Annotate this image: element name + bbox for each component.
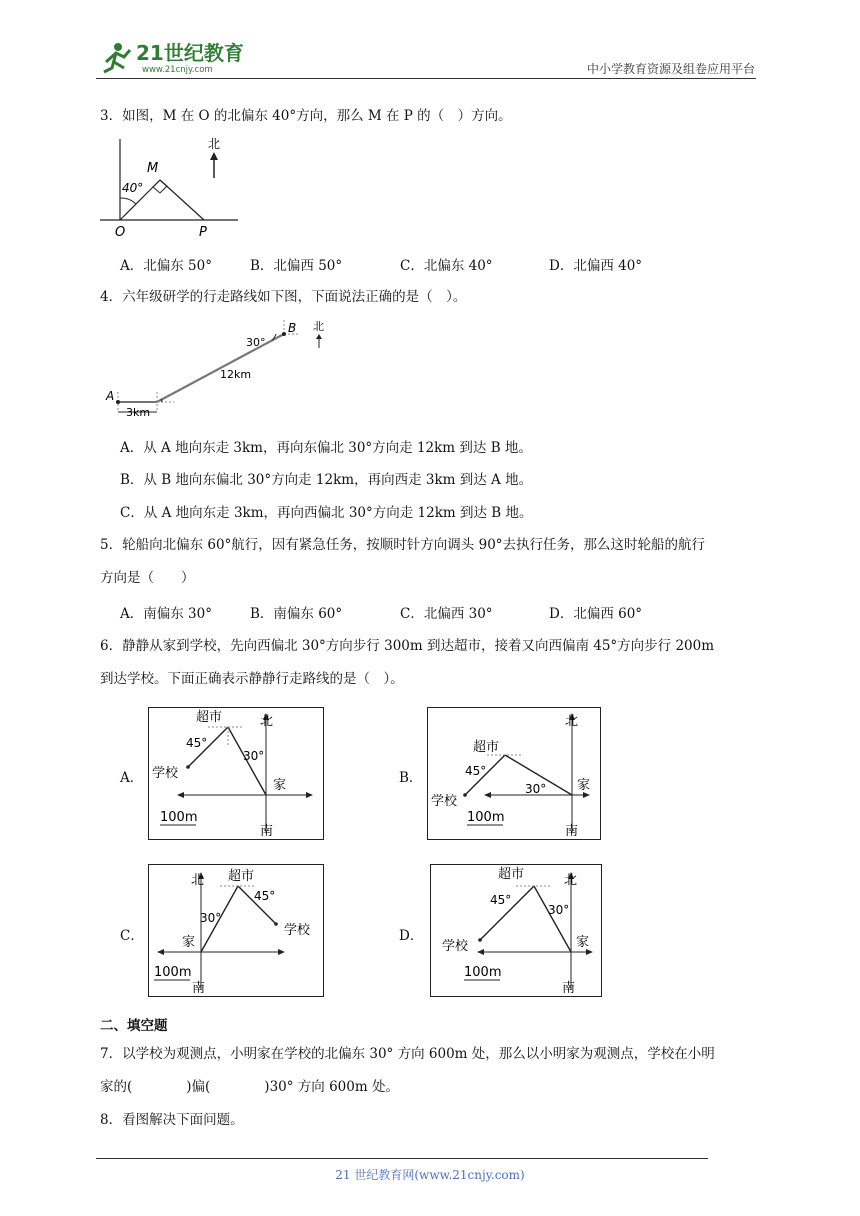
q6-option-d: D． (399, 928, 424, 944)
q5-option-c: C．北偏西 30° (400, 606, 493, 622)
q6-figure-c (148, 864, 324, 997)
q7-line1: 7．以学校为观测点，小明家在学校的北偏东 30° 方向 600m 处，那么以小明家为观测点，学校在小明 (100, 1046, 715, 1062)
logo (96, 38, 256, 78)
q6-figure-a (148, 707, 324, 840)
footer-divider (96, 1158, 708, 1159)
svg-text:100m: 100m (154, 965, 192, 980)
q5-option-a: A．南偏东 30° (120, 606, 212, 622)
q6-stem-line1: 6．静静从家到学校，先向西偏北 30°方向步行 300m 到达超市，接着又向西偏南 45°方向步行 200m (100, 638, 715, 654)
svg-text:45°: 45° (490, 893, 512, 907)
q6-figure-b (427, 707, 601, 840)
q8-stem: 8．看图解决下面问题。 (100, 1112, 244, 1128)
q4-distance-12km: 12km (220, 368, 252, 381)
svg-text:北: 北 (564, 873, 578, 888)
svg-text:30°: 30° (200, 911, 222, 925)
q6-figure-d (430, 864, 602, 997)
svg-text:100m: 100m (160, 810, 198, 825)
q4-option-a: A．从 A 地向东走 3km，再向东偏北 30°方向走 12km 到达 B 地。 (120, 440, 532, 456)
header-tagline: 中小学教育资源及组卷应用平台 (586, 62, 755, 76)
svg-text:100m: 100m (467, 810, 505, 825)
svg-text:学校: 学校 (442, 939, 469, 954)
svg-text:北: 北 (565, 714, 579, 729)
svg-text:100m: 100m (464, 965, 502, 980)
svg-text:家: 家 (576, 935, 590, 950)
header-divider (96, 78, 756, 79)
svg-text:南: 南 (565, 824, 579, 839)
q3-north: 北 (208, 137, 221, 151)
q5-stem-line2: 方向是（ ） (100, 570, 195, 586)
svg-text:30°: 30° (525, 782, 547, 796)
q4-option-b: B．从 B 地向东偏北 30°方向走 12km，再向西走 3km 到达 A 地。 (120, 472, 533, 488)
q6-stem-line2: 到达学校。下面正确表示静静行走路线的是（ ）。 (100, 671, 404, 687)
svg-text:30°: 30° (548, 903, 570, 917)
q5-stem-line1: 5．轮船向北偏东 60°航行，因有紧急任务，按顺时针方向调头 90°去执行任务，那么这时轮船的航行 (100, 537, 706, 553)
q6-option-c: C． (120, 928, 144, 944)
q4-angle: 30° (246, 336, 266, 349)
footer-text: 21 世纪教育网(www.21cnjy.com) (335, 1168, 525, 1182)
q4-north: 北 (313, 320, 324, 333)
svg-text:45°: 45° (465, 764, 487, 778)
q6-option-b: B． (399, 770, 423, 786)
q3-option-a: A．北偏东 50° (120, 258, 212, 274)
q4-option-c: C．从 A 地向东走 3km，再向西偏北 30°方向走 12km 到达 B 地。 (120, 505, 533, 521)
svg-text:南: 南 (260, 824, 274, 839)
q3-label-o: O (115, 225, 126, 240)
q5-option-d: D．北偏西 60° (549, 606, 643, 622)
svg-text:超市: 超市 (473, 740, 500, 755)
svg-text:超市: 超市 (498, 867, 525, 882)
svg-text:超市: 超市 (228, 869, 255, 884)
svg-text:北: 北 (260, 714, 274, 729)
svg-text:学校: 学校 (152, 766, 179, 781)
svg-text:45°: 45° (186, 736, 208, 750)
svg-text:学校: 学校 (284, 923, 311, 938)
q3-stem: 3．如图，M 在 O 的北偏东 40°方向，那么 M 在 P 的（ ）方向。 (100, 108, 512, 124)
logo-main: 21世纪教育 (136, 41, 244, 65)
section-title-fill-blank: 二、填空题 (100, 1018, 168, 1034)
svg-text:北: 北 (191, 873, 205, 888)
svg-text:南: 南 (192, 981, 206, 996)
logo-sub: www.21cnjy.com (142, 65, 213, 75)
q4-figure (100, 316, 340, 424)
svg-text:南: 南 (562, 981, 576, 996)
q4-stem: 4．六年级研学的行走路线如下图，下面说法正确的是（ ）。 (100, 289, 467, 305)
svg-text:家: 家 (273, 778, 287, 793)
svg-text:30°: 30° (243, 749, 265, 763)
svg-text:学校: 学校 (431, 794, 458, 809)
runner-logo-icon (96, 38, 256, 78)
q6-option-a: A． (120, 770, 144, 786)
q3-label-m: M (147, 161, 159, 176)
q3-option-b: B．北偏西 50° (250, 258, 343, 274)
q4-distance-3km: 3km (126, 406, 151, 419)
svg-text:超市: 超市 (196, 710, 223, 725)
svg-text:家: 家 (182, 935, 196, 950)
q3-figure (100, 134, 245, 244)
q3-option-c: C．北偏东 40° (400, 258, 493, 274)
svg-text:45°: 45° (254, 889, 276, 903)
svg-text:家: 家 (577, 778, 591, 793)
q3-option-d: D．北偏西 40° (549, 258, 643, 274)
q3-angle: 40° (122, 181, 144, 195)
q7-line2: 家的( )偏( )30° 方向 600m 处。 (100, 1079, 399, 1095)
q4-label-a: A (106, 389, 115, 403)
q3-label-p: P (199, 225, 207, 240)
q4-label-b: B (288, 321, 297, 335)
q5-option-b: B．南偏东 60° (250, 606, 343, 622)
